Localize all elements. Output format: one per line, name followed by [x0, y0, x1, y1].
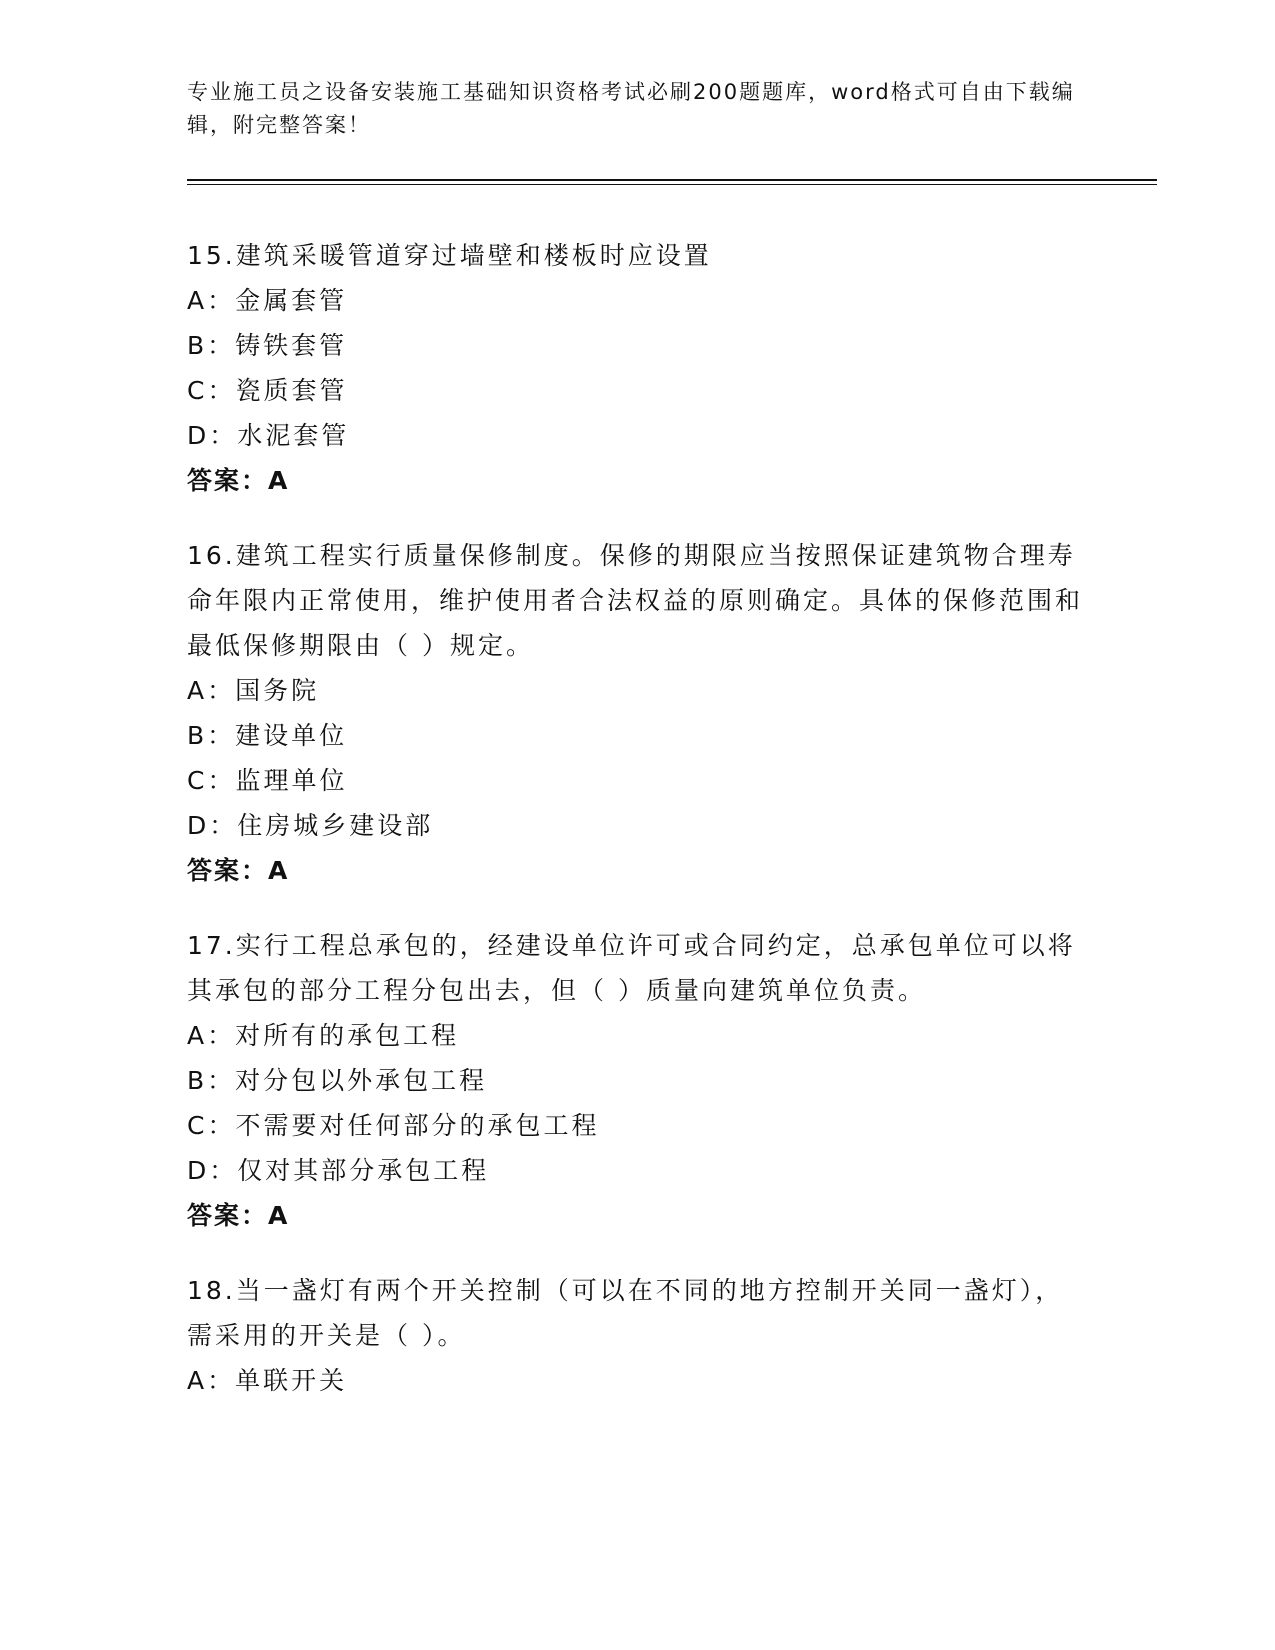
option-d: D：水泥套管	[187, 421, 350, 450]
question-16	[187, 533, 1087, 893]
option-c: C：不需要对任何部分的承包工程	[187, 1111, 600, 1140]
option-a: A：金属套管	[187, 286, 348, 315]
question-list	[187, 233, 1087, 1433]
document-header: 专业施工员之设备安装施工基础知识资格考试必刷200题题库，word格式可自由下载编辑，附完整答案！	[187, 80, 1075, 137]
option-c: C：监理单位	[187, 766, 348, 795]
option-b: B：铸铁套管	[187, 331, 348, 360]
question-stem: 17.实行工程总承包的，经建设单位许可或合同约定，总承包单位可以将其承包的部分工程分包出去，但（ ）质量向建筑单位负责。	[187, 931, 1076, 1005]
option-c: C：瓷质套管	[187, 376, 348, 405]
option-a: A：对所有的承包工程	[187, 1021, 460, 1050]
answer-label: 答案：A	[187, 856, 290, 885]
question-15	[187, 233, 1087, 503]
option-a: A：国务院	[187, 676, 320, 705]
header-divider-thin	[187, 184, 1157, 185]
header-divider-thick	[187, 179, 1157, 181]
option-b: B：对分包以外承包工程	[187, 1066, 488, 1095]
option-a: A：单联开关	[187, 1366, 348, 1395]
question-stem: 16.建筑工程实行质量保修制度。保修的期限应当按照保证建筑物合理寿命年限内正常使用，维护使用者合法权益的原则确定。具体的保修范围和最低保修期限由（ ）规定。	[187, 541, 1084, 660]
option-d: D：仅对其部分承包工程	[187, 1156, 490, 1185]
question-stem: 18.当一盏灯有两个开关控制（可以在不同的地方控制开关同一盏灯），需采用的开关是（ ）。	[187, 1276, 1064, 1350]
option-d: D：住房城乡建设部	[187, 811, 434, 840]
option-b: B：建设单位	[187, 721, 348, 750]
question-17	[187, 923, 1087, 1238]
answer-label: 答案：A	[187, 466, 290, 495]
answer-label: 答案：A	[187, 1201, 290, 1230]
question-stem: 15.建筑采暖管道穿过墙壁和楼板时应设置	[187, 241, 712, 270]
question-18	[187, 1268, 1087, 1403]
